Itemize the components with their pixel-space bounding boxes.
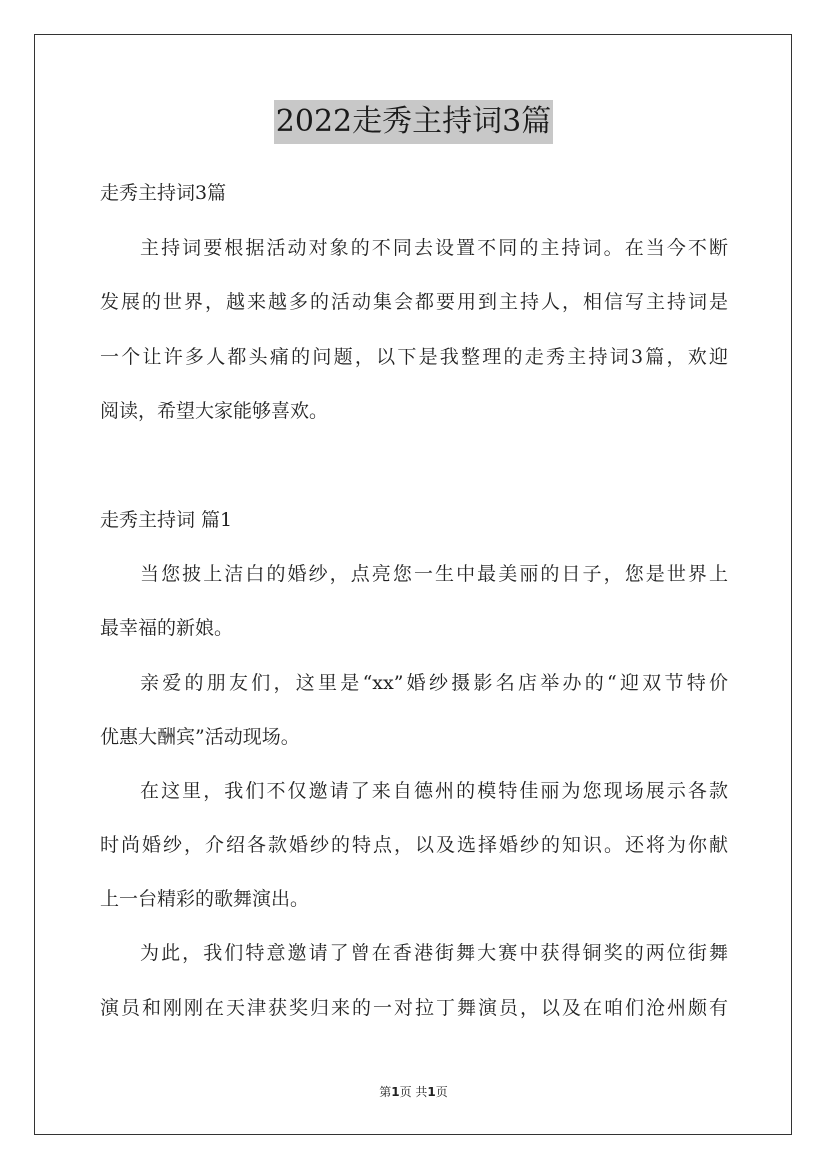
section-line-4: 优惠大酬宾”活动现场。 (100, 726, 300, 748)
footer-mid: 页 共 (399, 1085, 428, 1099)
document-title: 2022走秀主持词3篇 (274, 100, 553, 144)
footer-current-page: 1 (391, 1085, 400, 1099)
subtitle: 走秀主持词3篇 (100, 182, 227, 204)
section-line-3: 亲爱的朋友们，这里是“xx”婚纱摄影名店举办的“迎双节特价 (140, 672, 728, 694)
section-line-9: 演员和刚刚在天津获奖归来的一对拉丁舞演员，以及在咱们沧州颇有 (100, 997, 728, 1019)
footer-total-pages: 1 (427, 1085, 436, 1099)
section-line-1: 当您披上洁白的婚纱，点亮您一生中最美丽的日子，您是世界上 (140, 563, 728, 585)
intro-line-2: 发展的世界，越来越多的活动集会都要用到主持人，相信写主持词是 (100, 291, 728, 313)
section-heading: 走秀主持词 篇1 (100, 509, 233, 531)
section-line-8: 为此，我们特意邀请了曾在香港街舞大赛中获得铜奖的两位街舞 (140, 942, 728, 964)
section-line-5: 在这里，我们不仅邀请了来自德州的模特佳丽为您现场展示各款 (140, 780, 728, 802)
intro-line-4: 阅读，希望大家能够喜欢。 (100, 400, 329, 422)
section-line-6: 时尚婚纱，介绍各款婚纱的特点，以及选择婚纱的知识。还将为你献 (100, 834, 728, 856)
footer-prefix: 第 (379, 1085, 392, 1099)
footer-suffix: 页 (435, 1085, 448, 1099)
section-line-7: 上一台精彩的歌舞演出。 (100, 888, 310, 910)
section-line-2: 最幸福的新娘。 (100, 617, 234, 639)
title-wrapper (0, 100, 827, 144)
intro-line-1: 主持词要根据活动对象的不同去设置不同的主持词。在当今不断 (140, 237, 728, 259)
page-footer (0, 1084, 827, 1100)
intro-line-3: 一个让许多人都头痛的问题，以下是我整理的走秀主持词3篇，欢迎 (100, 346, 728, 368)
